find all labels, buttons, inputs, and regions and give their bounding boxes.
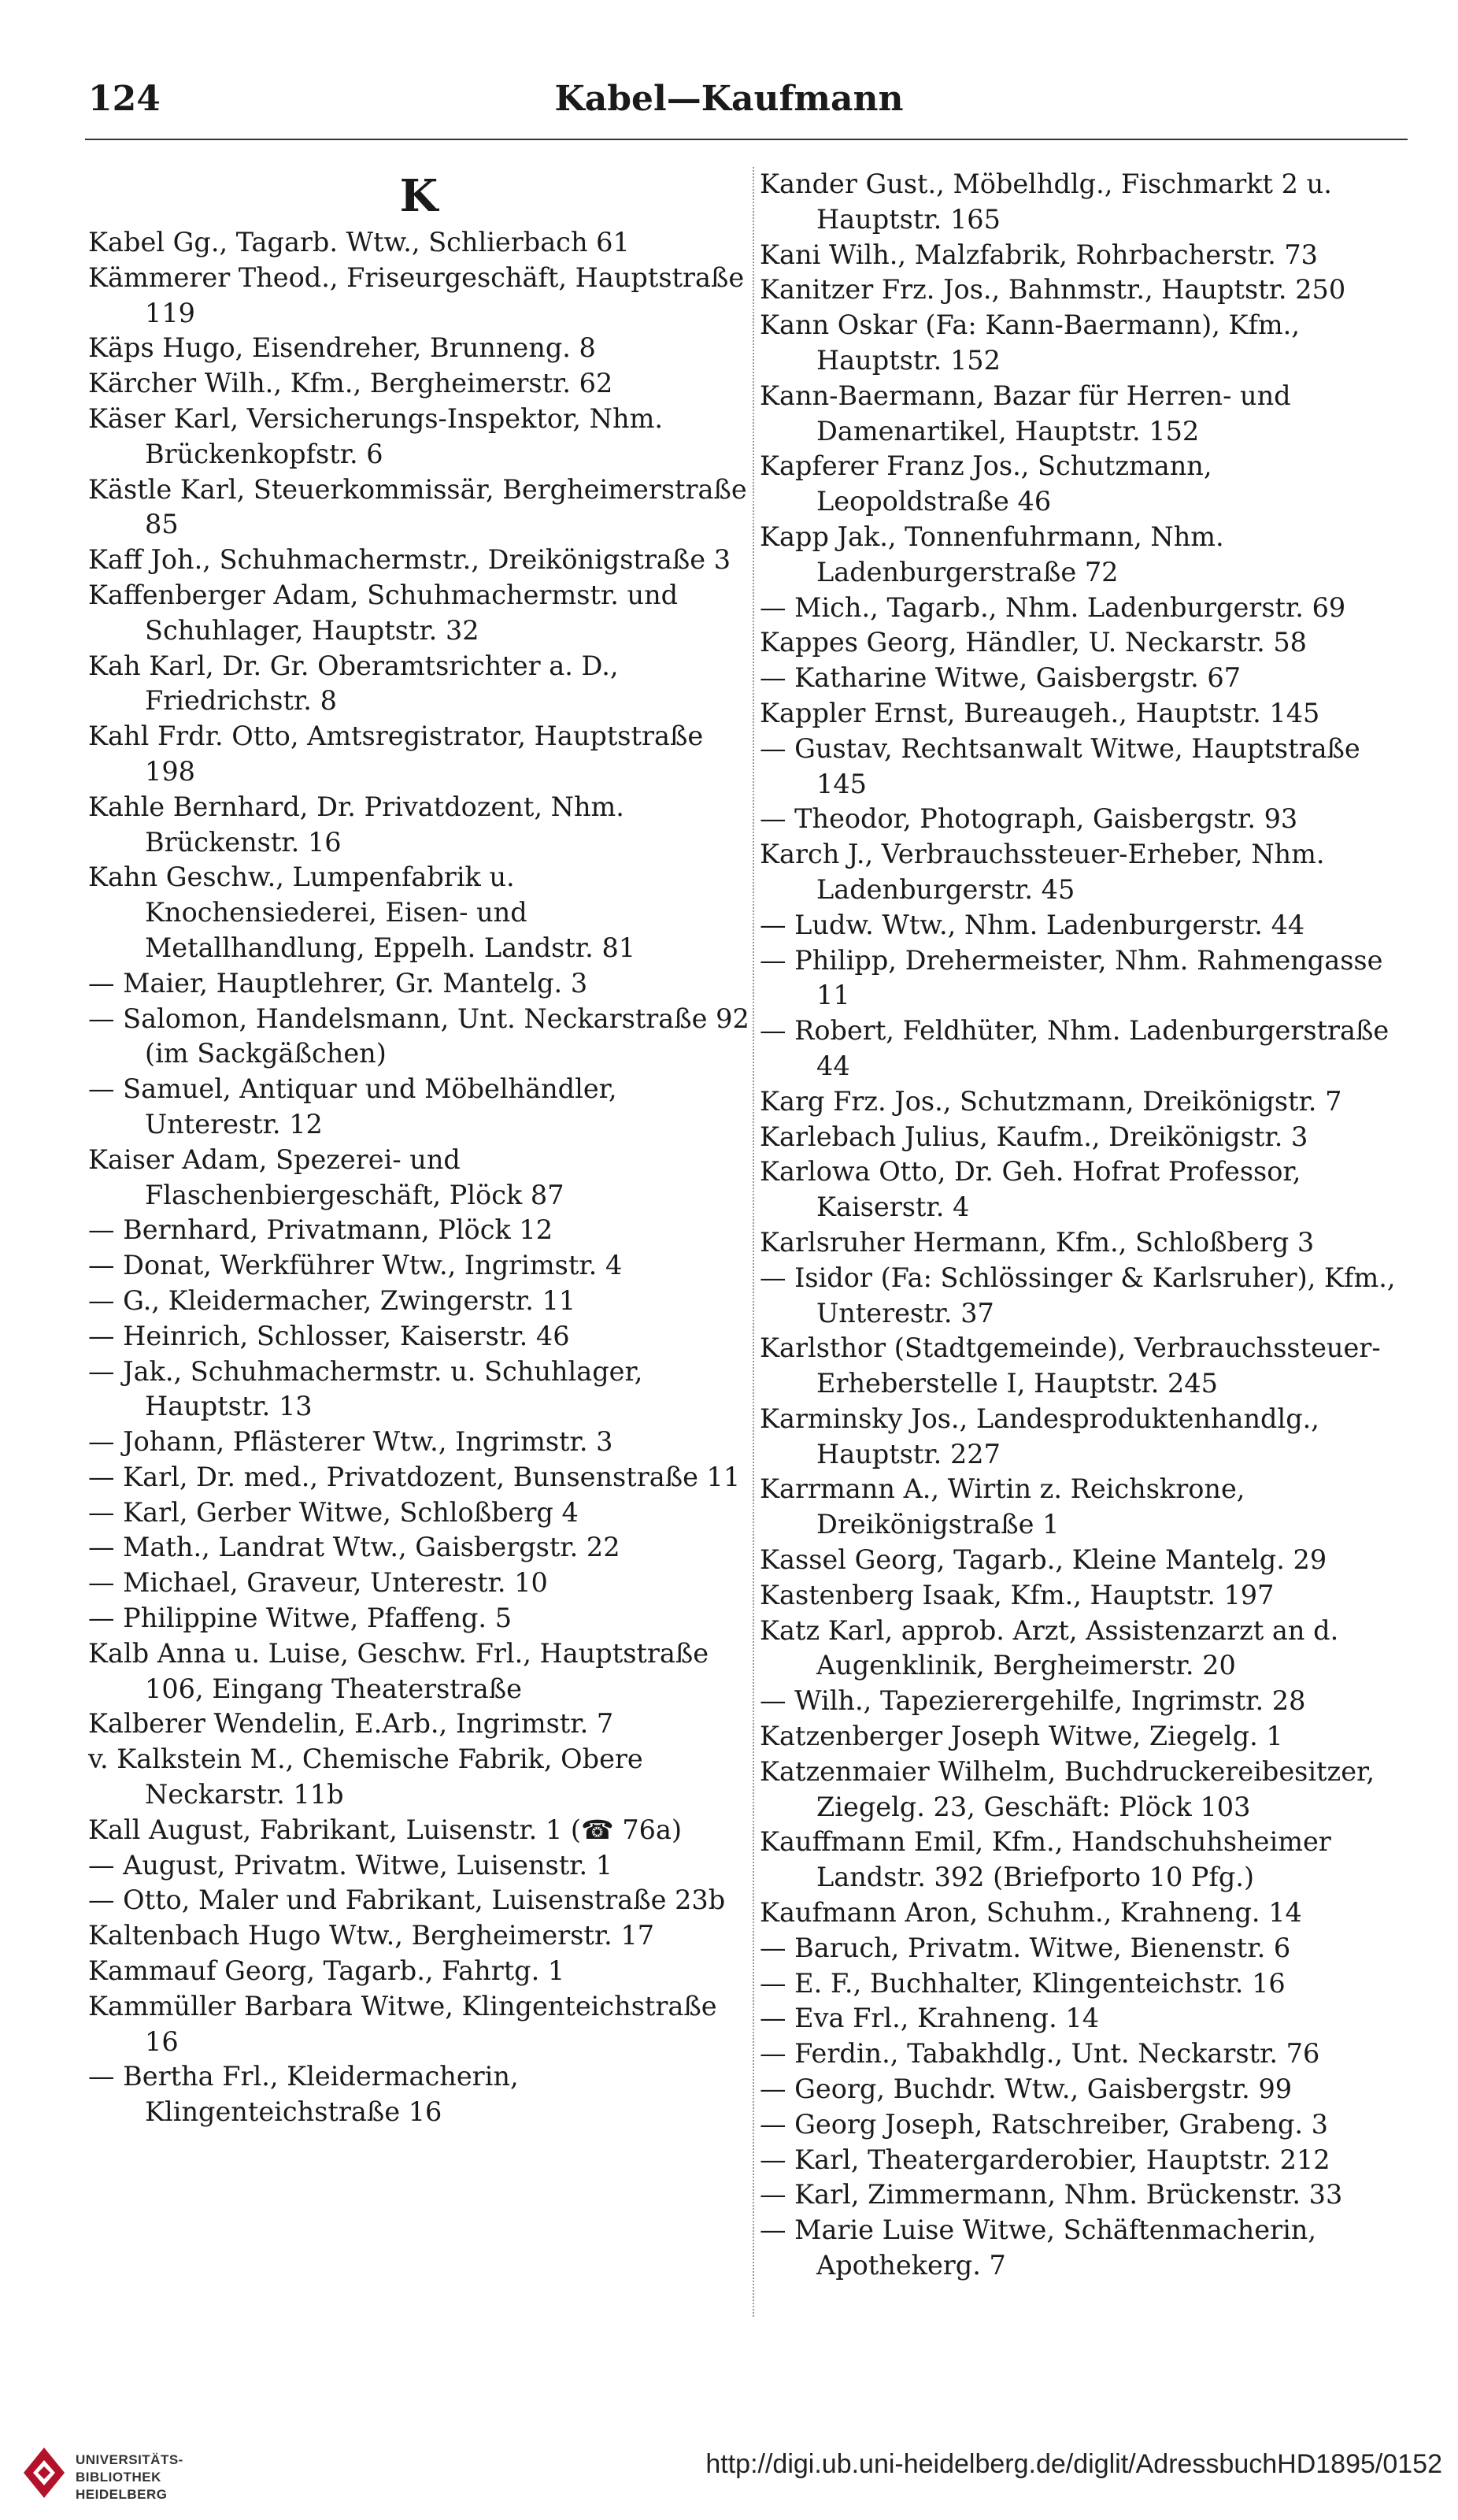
running-head: Kabel—Kaufmann [554,79,904,119]
directory-entry: Kall August, Fabrikant, Luisenstr. 1 (☎ 76a) [88,1814,683,1845]
directory-entry: — Katharine Witwe, Gaisbergstr. 67 [760,662,1242,694]
directory-entry: — Georg Joseph, Ratschreiber, Grabeng. 3 [760,2108,1329,2140]
directory-entry: — Theodor, Photograph, Gaisbergstr. 93 [760,803,1298,835]
directory-entry: Kammauf Georg, Tagarb., Fahrtg. 1 [88,1955,565,1987]
directory-entry: — Philippine Witwe, Pfaffeng. 5 [88,1603,513,1634]
library-name-line-1: UNIVERSITÄTS- [76,2452,183,2467]
directory-entry: Kärcher Wilh., Kfm., Bergheimerstr. 62 [88,368,613,399]
directory-entry: — Samuel, Antiquar und Möbelhändler, Unterestr. 12 [88,1073,617,1140]
directory-entry: Kappler Ernst, Bureaugeh., Hauptstr. 145 [760,697,1320,728]
directory-entry: — Ferdin., Tabakhdlg., Unt. Neckarstr. 76 [760,2038,1320,2070]
directory-entry: — Karl, Theatergarderobier, Hauptstr. 212 [760,2144,1330,2175]
directory-entry: Kaiser Adam, Spezerei- und Flaschenbiergeschäft, Plöck 87 [88,1143,564,1210]
directory-entry: Kauffmann Emil, Kfm., Handschuhsheimer Landstr. 392 (Briefporto 10 Pfg.) [760,1826,1331,1893]
directory-entry: Kassel Georg, Tagarb., Kleine Mantelg. 29 [760,1544,1327,1576]
directory-entry: — Heinrich, Schlosser, Kaiserstr. 46 [88,1320,570,1351]
directory-entry: Kahle Bernhard, Dr. Privatdozent, Nhm. Brückenstr. 16 [88,791,624,858]
directory-entry: Käser Karl, Versicherungs-Inspektor, Nhm. Brückenkopfstr. 6 [88,402,663,469]
directory-entry: Kammüller Barbara Witwe, Klingenteichstraße 16 [88,1990,717,2057]
directory-entry: Kani Wilh., Malzfabrik, Rohrbacherstr. 73 [760,239,1318,270]
directory-entry: — August, Privatm. Witwe, Luisenstr. 1 [88,1849,613,1881]
directory-entry: Kah Karl, Dr. Gr. Oberamtsrichter a. D., Friedrichstr. 8 [88,650,619,717]
directory-entry: — Ludw. Wtw., Nhm. Ladenburgerstr. 44 [760,909,1305,940]
library-name-line-3: HEIDELBERG [76,2487,168,2502]
directory-entry: — Karl, Gerber Witwe, Schloßberg 4 [88,1496,579,1528]
directory-entry: Kämmerer Theod., Friseurgeschäft, Hauptstraße 119 [88,261,745,328]
directory-entry: — Karl, Zimmermann, Nhm. Brückenstr. 33 [760,2179,1343,2211]
directory-entry: Kaff Joh., Schuhmachermstr., Dreikönigstraße 3 [88,544,731,576]
university-logo-icon [17,2443,69,2500]
directory-entry: Kastenberg Isaak, Kfm., Hauptstr. 197 [760,1579,1275,1610]
directory-entry: — Robert, Feldhüter, Nhm. Ladenburgerstraße 44 [760,1015,1390,1081]
column-divider [753,167,755,2317]
directory-entry: Karrmann A., Wirtin z. Reichskrone, Dreikönigstraße 1 [760,1473,1245,1540]
directory-entry: — Wilh., Tapezierergehilfe, Ingrimstr. 28 [760,1685,1306,1717]
directory-entry: — Donat, Werkführer Wtw., Ingrimstr. 4 [88,1250,623,1281]
directory-entry: v. Kalkstein M., Chemische Fabrik, Obere Neckarstr. 11b [88,1744,643,1810]
directory-entry: — Baruch, Privatm. Witwe, Bienenstr. 6 [760,1932,1291,1963]
directory-entry: — Bernhard, Privatmann, Plöck 12 [88,1214,553,1246]
directory-entry: Karlsruher Hermann, Kfm., Schloßberg 3 [760,1226,1315,1258]
directory-entry: — Karl, Dr. med., Privatdozent, Bunsenstraße 11 [88,1461,741,1492]
directory-entry: — Marie Luise Witwe, Schäftenmacherin, Apothekerg. 7 [760,2214,1317,2281]
directory-entry: Kaffenberger Adam, Schuhmachermstr. und Schuhlager, Hauptstr. 32 [88,579,679,646]
directory-entry: Kapferer Franz Jos., Schutzmann, Leopoldstraße 46 [760,450,1212,517]
directory-entry: Kalb Anna u. Luise, Geschw. Frl., Hauptstraße 106, Eingang Theaterstraße [88,1637,709,1704]
directory-entry: Katzenberger Joseph Witwe, Ziegelg. 1 [760,1721,1283,1752]
directory-entry: — Georg, Buchdr. Wtw., Gaisbergstr. 99 [760,2073,1293,2105]
directory-entry: Kalberer Wendelin, E.Arb., Ingrimstr. 7 [88,1708,614,1740]
library-name-line-2: BIBLIOTHEK [76,2470,161,2485]
directory-entry: — Johann, Pflästerer Wtw., Ingrimstr. 3 [88,1426,613,1458]
directory-entry: Karlowa Otto, Dr. Geh. Hofrat Professor, Kaiserstr. 4 [760,1156,1301,1223]
directory-entry: Kahl Frdr. Otto, Amtsregistrator, Hauptstraße 198 [88,721,704,787]
directory-entry: Katzenmaier Wilhelm, Buchdruckereibesitzer, Ziegelg. 23, Geschäft: Plöck 103 [760,1755,1375,1822]
directory-entry: — Salomon, Handelsmann, Unt. Neckarstraße 92 (im Sackgäßchen) [88,1002,749,1069]
directory-entry: Käps Hugo, Eisendreher, Brunneng. 8 [88,332,596,364]
directory-entry: Kander Gust., Möbelhdlg., Fischmarkt 2 u. Hauptstr. 165 [760,169,1332,235]
directory-entry: Karlsthor (Stadtgemeinde), Verbrauchssteuer-Erheberstelle I, Hauptstr. 245 [760,1332,1381,1399]
directory-entry: — Bertha Frl., Kleidermacherin, Klingenteichstraße 16 [88,2061,519,2128]
directory-entry: Karminsky Jos., Landesproduktenhandlg., Hauptstr. 227 [760,1403,1319,1469]
directory-entry: Karlebach Julius, Kaufm., Dreikönigstr. 3 [760,1121,1308,1152]
directory-entry: Karg Frz. Jos., Schutzmann, Dreikönigstr. 7 [760,1085,1342,1117]
directory-entry: — E. F., Buchhalter, Klingenteichstr. 16 [760,1967,1286,1999]
right-entry-list [760,167,1405,2284]
right-column [760,167,1405,2284]
directory-entry: Kapp Jak., Tonnenfuhrmann, Nhm. Ladenburgerstraße 72 [760,521,1224,587]
page-number: 124 [88,79,161,119]
directory-entry: Kanitzer Frz. Jos., Bahnmstr., Hauptstr. 250 [760,274,1346,306]
directory-entry: Kappes Georg, Händler, U. Neckarstr. 58 [760,627,1307,658]
directory-entry: — Michael, Graveur, Unterestr. 10 [88,1567,548,1599]
directory-entry: Karch J., Verbrauchssteuer-Erheber, Nhm. Ladenburgerstr. 45 [760,839,1325,905]
directory-entry: Kaufmann Aron, Schuhm., Krahneng. 14 [760,1897,1302,1929]
directory-entry: Kaltenbach Hugo Wtw., Bergheimerstr. 17 [88,1920,655,1951]
directory-entry: Kästle Karl, Steuerkommissär, Bergheimerstraße 85 [88,473,747,540]
directory-entry: — G., Kleidermacher, Zwingerstr. 11 [88,1284,576,1316]
directory-entry: — Isidor (Fa: Schlössinger & Karlsruher), Kfm., Unterestr. 37 [760,1262,1396,1329]
directory-entry: — Otto, Maler und Fabrikant, Luisenstraße 23b [88,1884,726,1916]
footer [0,2441,1458,2520]
directory-entry: — Eva Frl., Krahneng. 14 [760,2003,1100,2034]
directory-entry: — Mich., Tagarb., Nhm. Ladenburgerstr. 69 [760,591,1346,623]
directory-entry: Kann-Baermann, Bazar für Herren- und Damenartikel, Hauptstr. 152 [760,380,1291,447]
directory-entry: — Math., Landrat Wtw., Gaisbergstr. 22 [88,1532,620,1563]
directory-entry: Kann Oskar (Fa: Kann-Baermann), Kfm., Hauptstr. 152 [760,309,1300,376]
directory-entry: — Maier, Hauptlehrer, Gr. Mantelg. 3 [88,967,588,999]
directory-entry: Kahn Geschw., Lumpenfabrik u. Knochensiederei, Eisen- und Metallhandlung, Eppelh. Landstr. 81 [88,862,636,963]
section-letter: K [399,170,439,222]
header-rule [85,139,1408,140]
directory-entry: — Philipp, Drehermeister, Nhm. Rahmengasse 11 [760,944,1383,1011]
directory-entry: Katz Karl, approb. Arzt, Assistenzarzt an d. Augenklinik, Bergheimerstr. 20 [760,1614,1339,1681]
directory-entry: — Jak., Schuhmachermstr. u. Schuhlager, Hauptstr. 13 [88,1355,643,1422]
directory-entry: — Gustav, Rechtsanwalt Witwe, Hauptstraße 145 [760,732,1360,799]
source-url-link[interactable]: http://digi.ub.uni-heidelberg.de/diglit/AdressbuchHD1895/0152 [705,2449,1442,2479]
directory-entry: Kabel Gg., Tagarb. Wtw., Schlierbach 61 [88,227,630,258]
left-column [88,167,749,2130]
left-entry-list [88,225,749,2130]
